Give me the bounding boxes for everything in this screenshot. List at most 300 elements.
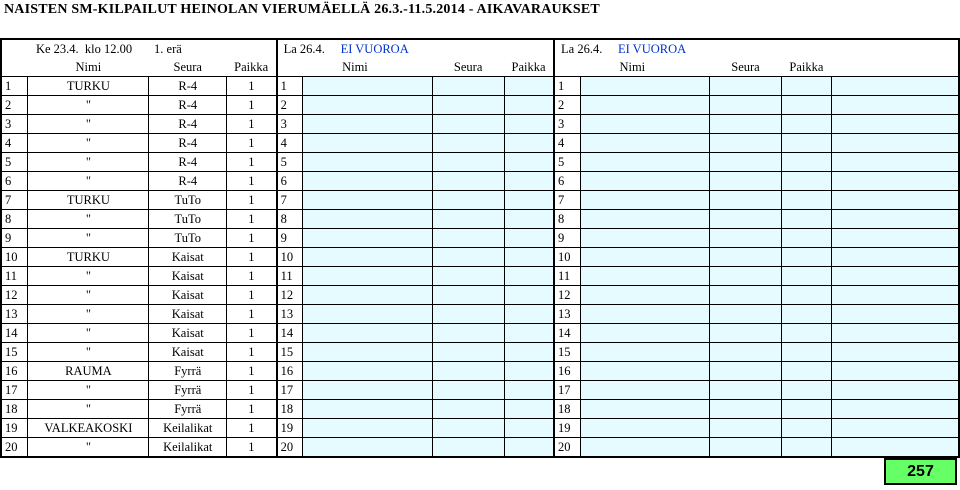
row-paikka: 1 [227,115,277,134]
row-paikka: 1 [227,210,277,229]
session-1-header [28,39,277,58]
row-extra-session-3 [831,362,959,381]
row-paikka-session-2 [504,343,554,362]
row-number: 5 [1,153,28,172]
row-number-session-3: 2 [554,96,580,115]
row-paikka-session-3 [781,77,831,96]
row-seura-session-2 [432,381,504,400]
row-seura-session-3 [710,134,782,153]
row-seura: TuTo [149,210,227,229]
row-nimi-session-2 [303,77,433,96]
row-nimi-session-2 [303,115,433,134]
row-seura-session-2 [432,343,504,362]
row-number-session-2: 5 [277,153,303,172]
row-seura-session-2 [432,153,504,172]
row-paikka-session-2 [504,381,554,400]
row-seura: Kaisat [149,267,227,286]
row-number-session-3: 5 [554,153,580,172]
row-number: 3 [1,115,28,134]
row-paikka-session-3 [781,362,831,381]
row-seura-session-2 [432,210,504,229]
row-number-session-3: 4 [554,134,580,153]
row-nimi: " [28,305,149,324]
row-paikka-session-3 [781,210,831,229]
row-extra-session-3 [831,267,959,286]
session-1-round: 1. erä [154,42,182,56]
row-paikka-session-2 [504,210,554,229]
row-nimi-session-2 [303,286,433,305]
row-nimi-session-2 [303,419,433,438]
table-row [1,267,959,286]
row-paikka-session-2 [504,134,554,153]
row-paikka: 1 [227,134,277,153]
row-paikka-session-3 [781,115,831,134]
row-extra-session-3 [831,419,959,438]
row-paikka-session-3 [781,381,831,400]
table-row [1,400,959,419]
row-number: 6 [1,172,28,191]
row-nimi-session-3 [580,191,710,210]
row-number-session-2: 13 [277,305,303,324]
row-seura-session-3 [710,438,782,458]
row-nimi-session-3 [580,419,710,438]
row-number-session-2: 14 [277,324,303,343]
row-number-session-2: 8 [277,210,303,229]
session-3-date: La 26.4. [561,42,603,56]
row-number-session-3: 12 [554,286,580,305]
row-seura: R-4 [149,115,227,134]
row-number-session-3: 10 [554,248,580,267]
row-seura-session-3 [710,77,782,96]
row-number: 13 [1,305,28,324]
row-nimi-session-3 [580,286,710,305]
row-nimi-session-2 [303,134,433,153]
row-nimi: TURKU [28,191,149,210]
row-nimi-session-2 [303,191,433,210]
row-extra-session-3 [831,191,959,210]
row-nimi: " [28,96,149,115]
session-3-status: EI VUOROA [617,42,687,56]
row-seura: Kaisat [149,343,227,362]
row-nimi-session-2 [303,172,433,191]
row-nimi-session-3 [580,134,710,153]
row-number-session-2: 2 [277,96,303,115]
row-paikka: 1 [227,362,277,381]
row-number-session-2: 9 [277,229,303,248]
row-paikka-session-2 [504,400,554,419]
row-nimi-session-2 [303,267,433,286]
table-row [1,438,959,458]
row-paikka-session-3 [781,305,831,324]
row-nimi: TURKU [28,248,149,267]
row-number-session-3: 18 [554,400,580,419]
row-paikka: 1 [227,153,277,172]
row-number-session-3: 6 [554,172,580,191]
table-row [1,191,959,210]
row-nimi-session-2 [303,305,433,324]
row-paikka: 1 [227,172,277,191]
row-paikka: 1 [227,77,277,96]
row-seura: R-4 [149,153,227,172]
row-paikka-session-2 [504,286,554,305]
row-seura-session-3 [710,419,782,438]
row-number: 2 [1,96,28,115]
row-number-session-3: 7 [554,191,580,210]
row-number: 10 [1,248,28,267]
row-number-session-2: 20 [277,438,303,458]
row-nimi: " [28,134,149,153]
row-extra-session-3 [831,248,959,267]
row-paikka-session-2 [504,77,554,96]
row-nimi-session-3 [580,343,710,362]
row-seura-session-3 [710,400,782,419]
row-paikka: 1 [227,305,277,324]
row-number-session-3: 16 [554,362,580,381]
row-seura: TuTo [149,229,227,248]
session-3-header [554,39,959,58]
row-extra-session-3 [831,324,959,343]
row-nimi: " [28,210,149,229]
row-seura-session-2 [432,438,504,458]
row-extra-session-3 [831,96,959,115]
row-paikka-session-2 [504,96,554,115]
row-nimi-session-3 [580,400,710,419]
row-number: 8 [1,210,28,229]
session-2-status: EI VUOROA [340,42,409,56]
row-number: 18 [1,400,28,419]
row-seura: Fyrrä [149,381,227,400]
row-seura-session-3 [710,172,782,191]
row-paikka-session-2 [504,229,554,248]
row-paikka-session-3 [781,191,831,210]
row-paikka: 1 [227,248,277,267]
table-row [1,362,959,381]
table-row [1,153,959,172]
table-row [1,96,959,115]
row-nimi-session-3 [580,172,710,191]
row-seura: R-4 [149,134,227,153]
row-seura-session-3 [710,153,782,172]
row-nimi-session-2 [303,400,433,419]
row-number-session-3: 1 [554,77,580,96]
row-paikka-session-3 [781,172,831,191]
row-seura: Kaisat [149,286,227,305]
row-number: 16 [1,362,28,381]
row-number-session-3: 17 [554,381,580,400]
table-row [1,343,959,362]
col-seura-1: Seura [173,60,202,74]
row-number-session-2: 3 [277,115,303,134]
row-nimi-session-3 [580,267,710,286]
row-seura: R-4 [149,77,227,96]
row-seura: Kaisat [149,305,227,324]
row-seura-session-2 [432,77,504,96]
table-row [1,286,959,305]
row-number-session-3: 8 [554,210,580,229]
row-paikka: 1 [227,267,277,286]
session-2-header [277,39,554,58]
row-extra-session-3 [831,172,959,191]
row-seura-session-3 [710,362,782,381]
row-paikka-session-2 [504,305,554,324]
row-seura-session-3 [710,115,782,134]
page-title: NAISTEN SM-KILPAILUT HEINOLAN VIERUMÄELLÄ 26.3.-11.5.2014 - AIKAVARAUKSET [4,2,600,17]
column-header-row [1,58,959,77]
row-paikka-session-3 [781,438,831,458]
table-row [1,381,959,400]
row-nimi-session-3 [580,438,710,458]
col-seura-3: Seura [731,60,760,74]
row-number: 11 [1,267,28,286]
row-nimi-session-3 [580,248,710,267]
row-number: 4 [1,134,28,153]
row-seura-session-3 [710,381,782,400]
row-extra-session-3 [831,134,959,153]
row-nimi: " [28,438,149,458]
row-seura-session-3 [710,267,782,286]
row-nimi: " [28,172,149,191]
table-row [1,115,959,134]
row-number: 9 [1,229,28,248]
table-row [1,77,959,96]
row-nimi: " [28,343,149,362]
table-row [1,229,959,248]
row-seura-session-2 [432,305,504,324]
row-nimi: " [28,400,149,419]
row-seura: Keilalikat [149,438,227,458]
row-nimi-session-3 [580,362,710,381]
row-extra-session-3 [831,305,959,324]
row-seura-session-2 [432,229,504,248]
row-seura-session-2 [432,267,504,286]
col-nimi-1: Nimi [75,60,102,74]
table-row [1,172,959,191]
session-1-time: klo 12.00 [84,42,133,56]
row-paikka-session-3 [781,286,831,305]
row-paikka-session-2 [504,115,554,134]
table-row [1,324,959,343]
row-nimi-session-2 [303,438,433,458]
row-seura: R-4 [149,96,227,115]
row-nimi-session-2 [303,229,433,248]
row-nimi: VALKEAKOSKI [28,419,149,438]
row-nimi-session-2 [303,96,433,115]
row-seura-session-2 [432,286,504,305]
row-paikka-session-3 [781,419,831,438]
row-nimi: " [28,115,149,134]
session-1-date: Ke 23.4. [35,42,79,56]
row-paikka: 1 [227,381,277,400]
row-seura-session-3 [710,324,782,343]
table-row [1,419,959,438]
row-extra-session-3 [831,210,959,229]
row-paikka-session-2 [504,172,554,191]
row-paikka: 1 [227,324,277,343]
row-seura-session-3 [710,305,782,324]
row-paikka-session-3 [781,248,831,267]
row-seura-session-3 [710,210,782,229]
row-nimi-session-2 [303,153,433,172]
row-paikka-session-3 [781,153,831,172]
row-nimi: " [28,381,149,400]
row-paikka: 1 [227,419,277,438]
row-number: 17 [1,381,28,400]
row-paikka-session-2 [504,191,554,210]
row-seura-session-3 [710,96,782,115]
row-paikka-session-2 [504,419,554,438]
row-paikka-session-2 [504,324,554,343]
row-number-session-3: 19 [554,419,580,438]
row-paikka-session-3 [781,324,831,343]
row-number-session-3: 11 [554,267,580,286]
table-row [1,248,959,267]
col-paikka-3: Paikka [789,60,824,74]
table-row [1,305,959,324]
row-extra-session-3 [831,77,959,96]
total-count: 257 [884,458,957,485]
row-number-session-3: 15 [554,343,580,362]
row-number: 20 [1,438,28,458]
row-paikka: 1 [227,286,277,305]
row-extra-session-3 [831,343,959,362]
row-number-session-3: 9 [554,229,580,248]
row-paikka: 1 [227,343,277,362]
row-seura-session-3 [710,229,782,248]
row-number: 12 [1,286,28,305]
row-nimi: " [28,286,149,305]
session-2-date: La 26.4. [283,42,325,56]
row-paikka: 1 [227,191,277,210]
row-seura: Kaisat [149,324,227,343]
row-extra-session-3 [831,400,959,419]
row-seura: TuTo [149,191,227,210]
row-nimi: " [28,267,149,286]
row-nimi-session-3 [580,381,710,400]
col-nimi-3: Nimi [554,58,710,77]
col-nimi-2: Nimi [277,58,433,77]
row-nimi-session-3 [580,77,710,96]
row-extra-session-3 [831,153,959,172]
row-nimi-session-3 [580,210,710,229]
row-seura: Kaisat [149,248,227,267]
row-extra-session-3 [831,286,959,305]
row-number-session-2: 18 [277,400,303,419]
row-number-session-2: 11 [277,267,303,286]
row-paikka-session-2 [504,362,554,381]
row-paikka-session-3 [781,343,831,362]
reservation-table [0,38,960,458]
row-extra-session-3 [831,229,959,248]
row-number-session-3: 3 [554,115,580,134]
row-number-session-2: 1 [277,77,303,96]
col-seura-2: Seura [453,60,483,74]
row-seura-session-3 [710,286,782,305]
row-nimi-session-2 [303,324,433,343]
row-nimi-session-3 [580,324,710,343]
col-paikka-1: Paikka [234,60,269,74]
row-seura: R-4 [149,172,227,191]
row-seura-session-3 [710,248,782,267]
row-seura-session-3 [710,343,782,362]
row-seura-session-3 [710,191,782,210]
table-row [1,134,959,153]
row-paikka-session-2 [504,267,554,286]
row-nimi-session-3 [580,115,710,134]
row-paikka-session-3 [781,229,831,248]
row-paikka-session-3 [781,134,831,153]
row-number: 14 [1,324,28,343]
row-paikka-session-2 [504,248,554,267]
row-paikka-session-2 [504,153,554,172]
row-nimi-session-3 [580,96,710,115]
row-seura-session-2 [432,400,504,419]
row-number-session-2: 6 [277,172,303,191]
row-nimi-session-2 [303,248,433,267]
row-seura: Keilalikat [149,419,227,438]
row-paikka: 1 [227,438,277,458]
row-paikka-session-2 [504,438,554,458]
row-nimi-session-2 [303,381,433,400]
row-seura-session-2 [432,96,504,115]
row-seura-session-2 [432,115,504,134]
row-seura-session-2 [432,419,504,438]
row-paikka-session-3 [781,96,831,115]
col-paikka-2: Paikka [511,60,546,74]
row-number-session-2: 7 [277,191,303,210]
row-number-session-2: 16 [277,362,303,381]
row-nimi: " [28,153,149,172]
row-extra-session-3 [831,115,959,134]
row-nimi: RAUMA [28,362,149,381]
row-nimi: " [28,229,149,248]
row-nimi-session-3 [580,153,710,172]
row-seura: Fyrrä [149,400,227,419]
row-seura-session-2 [432,134,504,153]
table-row [1,210,959,229]
row-paikka: 1 [227,400,277,419]
row-number-session-2: 19 [277,419,303,438]
row-paikka: 1 [227,96,277,115]
row-seura-session-2 [432,248,504,267]
row-seura-session-2 [432,191,504,210]
row-number-session-3: 13 [554,305,580,324]
row-number-session-3: 14 [554,324,580,343]
row-paikka-session-3 [781,267,831,286]
row-paikka: 1 [227,229,277,248]
row-nimi: " [28,324,149,343]
row-nimi: TURKU [28,77,149,96]
session-header-row [1,39,959,58]
row-nimi-session-3 [580,305,710,324]
row-number-session-2: 4 [277,134,303,153]
row-nimi-session-2 [303,343,433,362]
row-seura-session-2 [432,362,504,381]
row-number-session-2: 17 [277,381,303,400]
row-seura-session-2 [432,324,504,343]
row-extra-session-3 [831,381,959,400]
row-nimi-session-3 [580,229,710,248]
row-seura-session-2 [432,172,504,191]
row-number: 15 [1,343,28,362]
row-nimi-session-2 [303,362,433,381]
row-paikka-session-3 [781,400,831,419]
row-nimi-session-2 [303,210,433,229]
row-number-session-2: 15 [277,343,303,362]
row-number: 19 [1,419,28,438]
row-number: 1 [1,77,28,96]
row-extra-session-3 [831,438,959,458]
row-number: 7 [1,191,28,210]
